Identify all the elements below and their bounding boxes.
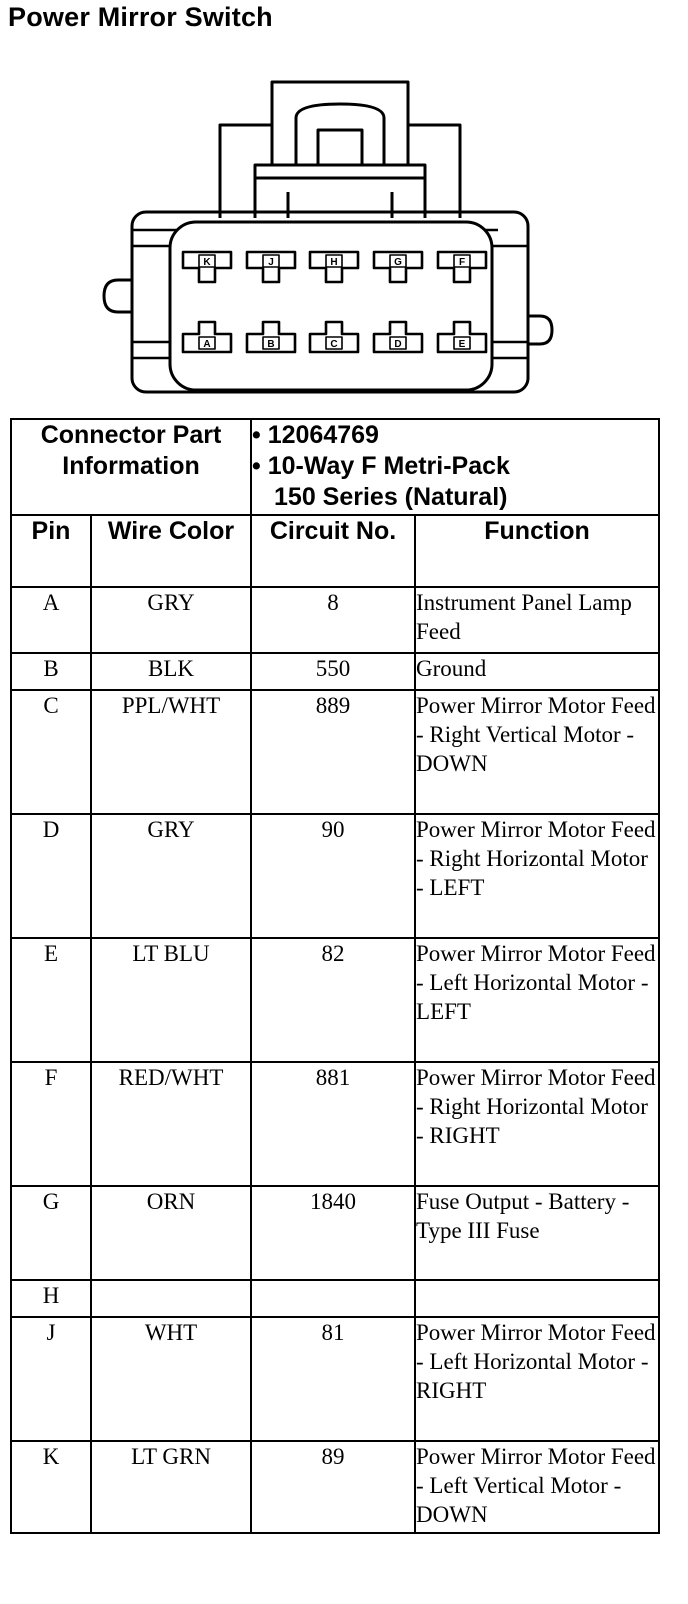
table-row <box>11 1186 659 1280</box>
pin-cell: B <box>11 653 91 690</box>
table-row <box>11 938 659 1062</box>
left-ear <box>104 280 132 312</box>
function-cell <box>415 1280 659 1317</box>
function-cell: Power Mirror Motor Feed - Left Vertical Motor - DOWN <box>415 1441 659 1533</box>
function-cell: Instrument Panel Lamp Feed <box>415 587 659 653</box>
pin-label-f: F <box>458 257 466 268</box>
function-cell: Ground <box>415 653 659 690</box>
pin-label-c: C <box>330 339 338 350</box>
connector-diagram <box>0 60 688 410</box>
pin-cell: A <box>11 587 91 653</box>
pin-label-a: A <box>203 339 211 350</box>
pin-label-d: D <box>394 339 402 350</box>
connector-part-info-values <box>251 419 659 515</box>
table-row <box>11 587 659 653</box>
header-pin: Pin <box>11 515 91 587</box>
function-cell: Power Mirror Motor Feed - Right Horizontal Motor - RIGHT <box>415 1062 659 1186</box>
pin-label-j: J <box>268 257 274 268</box>
column-header-row <box>11 515 659 587</box>
pin-cell: H <box>11 1280 91 1317</box>
pin-label-g: G <box>394 257 402 268</box>
connector-face <box>170 222 492 390</box>
pin-cell: F <box>11 1062 91 1186</box>
circuit-cell: 889 <box>251 690 415 814</box>
wire-color-cell: LT BLU <box>91 938 251 1062</box>
connector-info-row <box>11 419 659 515</box>
function-cell: Power Mirror Motor Feed - Left Horizontal Motor - RIGHT <box>415 1317 659 1441</box>
wire-color-cell: ORN <box>91 1186 251 1280</box>
connector-series: 150 Series (Natural) <box>274 483 508 511</box>
wire-color-cell: LT GRN <box>91 1441 251 1533</box>
table-row <box>11 1062 659 1186</box>
wire-color-cell: PPL/WHT <box>91 690 251 814</box>
function-cell: Power Mirror Motor Feed - Left Horizontal Motor - LEFT <box>415 938 659 1062</box>
connector-part-info-label: Connector Part Information <box>11 419 251 515</box>
circuit-cell <box>251 1280 415 1317</box>
locking-tab-outer <box>272 82 408 165</box>
circuit-cell: 881 <box>251 1062 415 1186</box>
pin-label-h: H <box>330 257 338 268</box>
header-circuit-no: Circuit No. <box>251 515 415 587</box>
pin-cell: J <box>11 1317 91 1441</box>
pin-cell: K <box>11 1441 91 1533</box>
page-title: Power Mirror Switch <box>8 2 273 32</box>
pin-label-k: K <box>203 257 211 268</box>
table-row <box>11 1441 659 1533</box>
locking-tab-inner <box>296 104 384 165</box>
connector-type: • 10-Way F Metri-Pack <box>252 452 510 480</box>
pin-cell: D <box>11 814 91 938</box>
wire-color-cell: BLK <box>91 653 251 690</box>
right-ear <box>528 316 552 344</box>
wire-color-cell: WHT <box>91 1317 251 1441</box>
circuit-cell: 89 <box>251 1441 415 1533</box>
table-row <box>11 653 659 690</box>
circuit-cell: 8 <box>251 587 415 653</box>
wire-color-cell: GRY <box>91 587 251 653</box>
circuit-cell: 82 <box>251 938 415 1062</box>
pin-cell: C <box>11 690 91 814</box>
wire-color-cell <box>91 1280 251 1317</box>
circuit-cell: 90 <box>251 814 415 938</box>
wire-color-cell: GRY <box>91 814 251 938</box>
pin-cell: E <box>11 938 91 1062</box>
function-cell: Fuse Output - Battery - Type III Fuse <box>415 1186 659 1280</box>
header-function: Function <box>415 515 659 587</box>
pin-label-e: E <box>458 339 466 350</box>
table-row <box>11 690 659 814</box>
wire-color-cell: RED/WHT <box>91 1062 251 1186</box>
header-wire-color: Wire Color <box>91 515 251 587</box>
circuit-cell: 550 <box>251 653 415 690</box>
part-number: • 12064769 <box>252 421 379 449</box>
table-row <box>11 1280 659 1317</box>
pin-label-b: B <box>267 339 275 350</box>
circuit-cell: 81 <box>251 1317 415 1441</box>
pinout-table <box>10 418 660 1534</box>
pin-cell: G <box>11 1186 91 1280</box>
table-row <box>11 1317 659 1441</box>
function-cell: Power Mirror Motor Feed - Right Horizontal Motor - LEFT <box>415 814 659 938</box>
function-cell: Power Mirror Motor Feed - Right Vertical Motor - DOWN <box>415 690 659 814</box>
table-row <box>11 814 659 938</box>
circuit-cell: 1840 <box>251 1186 415 1280</box>
